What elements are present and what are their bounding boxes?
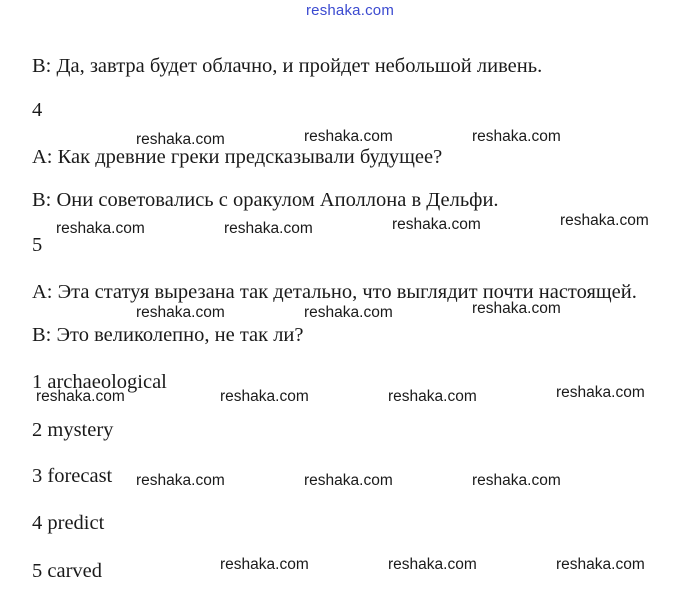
dialogue-line-a-statue: A: Эта статуя вырезана так детально, что выглядит почти настоящей. — [32, 281, 637, 303]
answer-5-carved: 5 carved — [32, 560, 102, 582]
watermark: reshaka.com — [224, 220, 313, 237]
watermark: reshaka.com — [556, 556, 645, 573]
watermark: reshaka.com — [304, 304, 393, 321]
watermark: reshaka.com — [36, 388, 125, 405]
site-watermark-header: reshaka.com — [305, 2, 395, 19]
watermark: reshaka.com — [136, 304, 225, 321]
watermark: reshaka.com — [136, 472, 225, 489]
watermark: reshaka.com — [136, 131, 225, 148]
dialogue-line-b-magnificent: B: Это великолепно, не так ли? — [32, 324, 304, 346]
watermark: reshaka.com — [556, 384, 645, 401]
watermark: reshaka.com — [560, 212, 649, 229]
answer-2-mystery: 2 mystery — [32, 419, 114, 441]
watermark: reshaka.com — [472, 128, 561, 145]
watermark: reshaka.com — [392, 216, 481, 233]
dialogue-line-b-weather: B: Да, завтра будет облачно, и пройдет небольшой ливень. — [32, 55, 543, 77]
answer-1-archaeological: 1 archaeological — [32, 371, 167, 393]
watermark: reshaka.com — [304, 128, 393, 145]
watermark: reshaka.com — [472, 472, 561, 489]
answer-3-forecast: 3 forecast — [32, 465, 113, 487]
answer-4-predict: 4 predict — [32, 512, 105, 534]
watermark: reshaka.com — [220, 556, 309, 573]
watermark: reshaka.com — [304, 472, 393, 489]
item-number-4: 4 — [32, 99, 43, 121]
dialogue-line-b-oracle: B: Они советовались с оракулом Аполлона в Дельфи. — [32, 189, 499, 211]
watermark: reshaka.com — [56, 220, 145, 237]
item-number-5: 5 — [32, 234, 43, 256]
watermark: reshaka.com — [220, 388, 309, 405]
watermark: reshaka.com — [388, 556, 477, 573]
dialogue-line-a-greeks: A: Как древние греки предсказывали будущее? — [32, 146, 443, 168]
watermark: reshaka.com — [388, 388, 477, 405]
watermark: reshaka.com — [472, 300, 561, 317]
